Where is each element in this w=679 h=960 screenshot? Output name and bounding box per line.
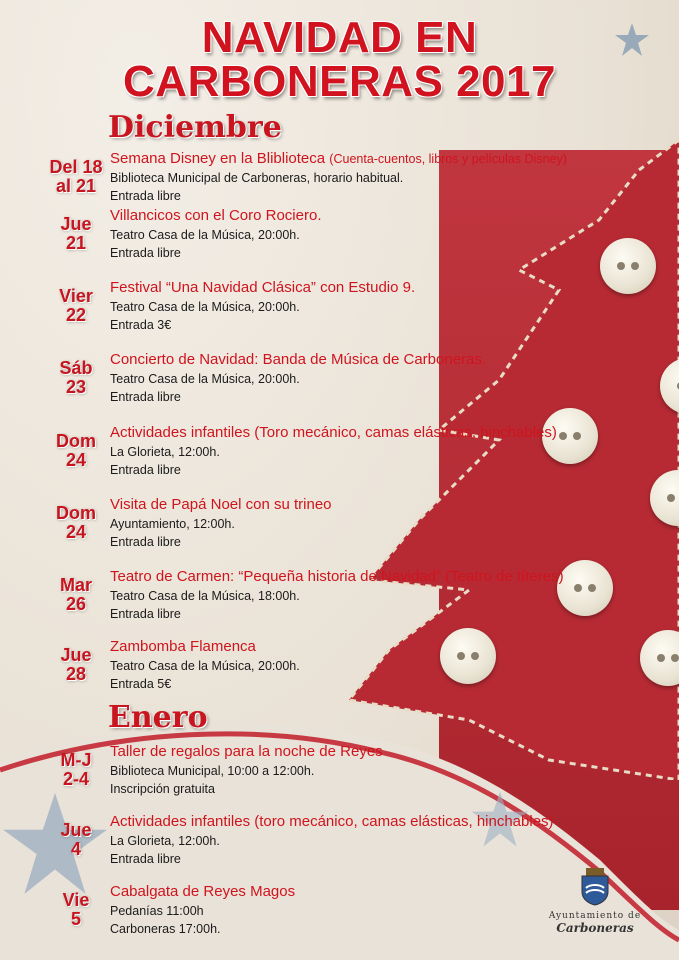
event-date: Del 18 al 21 xyxy=(49,157,103,196)
event-location: Pedanías 11:00h xyxy=(110,904,204,918)
poster-title-line1: NAVIDAD EN xyxy=(201,13,478,62)
event-location: Teatro Casa de la Música, 20:00h. xyxy=(110,228,300,242)
event-date: Dom 24 xyxy=(56,503,96,542)
event-admission: Entrada libre xyxy=(110,535,181,549)
event-title: Zambomba Flamenca xyxy=(110,638,256,655)
button-ornament-icon xyxy=(440,628,496,684)
event-admission: Entrada libre xyxy=(110,390,181,404)
event-location: Teatro Casa de la Música, 18:00h. xyxy=(110,589,300,603)
button-ornament-icon xyxy=(600,238,656,294)
event-date: Vier 22 xyxy=(59,286,93,325)
event-date: M-J 2-4 xyxy=(60,750,92,789)
event-location: Biblioteca Municipal de Carboneras, horario habitual. xyxy=(110,171,404,185)
event-date: Jue 28 xyxy=(60,645,92,684)
event-title: Villancicos con el Coro Rociero. xyxy=(110,207,322,224)
event-admission: Entrada 3€ xyxy=(110,318,172,332)
event-title: Semana Disney en la Bliblioteca (Cuenta-cuentos, libros y películas Disney) xyxy=(110,150,567,167)
event-location: Teatro Casa de la Música, 20:00h. xyxy=(110,300,300,314)
event-date: Dom 24 xyxy=(56,431,96,470)
event-date: Jue 21 xyxy=(60,214,92,253)
event-title: Teatro de Carmen: “Pequeña historia de Navidad” (Teatro de títeres) xyxy=(110,568,564,585)
event-location: La Glorieta, 12:00h. xyxy=(110,445,220,459)
event-location: Teatro Casa de la Música, 20:00h. xyxy=(110,659,300,673)
event-title: Festival “Una Navidad Clásica” con Estudio 9. xyxy=(110,279,416,296)
event-title: Visita de Papá Noel con su trineo xyxy=(110,496,332,513)
event-title: Actividades infantiles (Toro mecánico, camas elásticas, hinchables) xyxy=(110,424,557,441)
event-date: Sáb 23 xyxy=(59,358,93,397)
event-location: La Glorieta, 12:00h. xyxy=(110,834,220,848)
event-title: Concierto de Navidad: Banda de Música de Carboneras. xyxy=(110,351,487,368)
event-date: Jue 4 xyxy=(60,820,92,859)
event-admission: Entrada libre xyxy=(110,607,181,621)
coat-of-arms-icon xyxy=(578,866,612,906)
event-location: Biblioteca Municipal, 10:00 a 12:00h. xyxy=(110,764,315,778)
event-admission: Entrada libre xyxy=(110,246,181,260)
event-admission: Entrada 5€ xyxy=(110,677,172,691)
event-admission: Inscripción gratuita xyxy=(110,782,215,796)
event-admission: Entrada libre xyxy=(110,852,181,866)
event-title: Taller de regalos para la noche de Reyes xyxy=(110,743,383,760)
section-heading-diciembre: Diciembre xyxy=(108,110,282,145)
logo-subtitle: Ayuntamiento de xyxy=(548,911,642,921)
event-title: Actividades infantiles (toro mecánico, camas elásticas, hinchables) xyxy=(110,813,554,830)
event-admission: Entrada libre xyxy=(110,463,181,477)
button-ornament-icon xyxy=(557,560,613,616)
logo-name: Carboneras xyxy=(556,921,634,935)
poster-title-line2: CARBONERAS 2017 xyxy=(123,57,556,106)
event-location: Ayuntamiento, 12:00h. xyxy=(110,517,235,531)
tree-icon xyxy=(349,140,679,780)
event-date: Mar 26 xyxy=(59,575,92,614)
event-admission: Carboneras 17:00h. xyxy=(110,922,221,936)
event-admission: Entrada libre xyxy=(110,189,181,203)
event-date: Vie 5 xyxy=(62,890,90,929)
town-logo xyxy=(540,866,650,936)
event-title: Cabalgata de Reyes Magos xyxy=(110,883,296,900)
section-heading-enero: Enero xyxy=(108,700,208,735)
event-location: Teatro Casa de la Música, 20:00h. xyxy=(110,372,300,386)
